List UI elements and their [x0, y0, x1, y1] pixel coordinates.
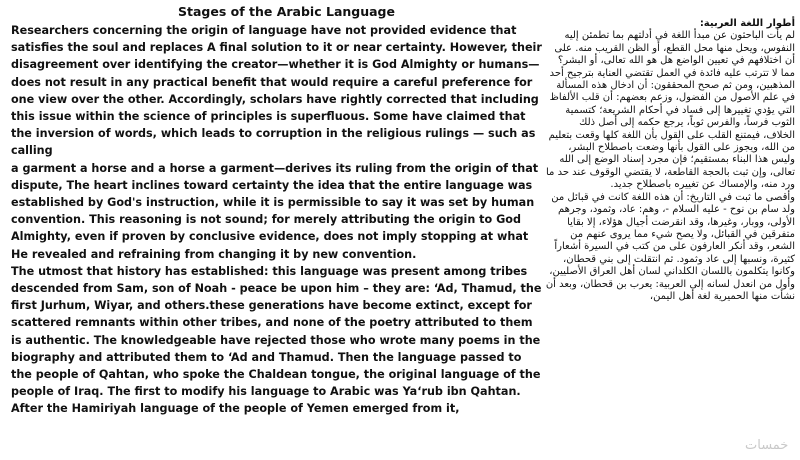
english-paragraph: The utmost that history has established: this language was present among tribes descended from Sam, son of Noah - peace be upon him – they are: ‘Ad, Thamud, the first Jurhum, Wiyar, and others.these generations have become extinct, except for scattered remnants within other tribes, and none of the poetry attributed to them is authentic. The knowledgeable have rejected those who wrote many poems in the biography and attributed them to ‘Ad and Thamud. Then the language passed to the people of Qahtan, who spoke the Chaldean tongue, the original language of the people of Iraq. The first to modify his language to Arabic was Ya‘rub ibn Qahtan. After the Hamiriyah language of the people of Yemen emerged from it,	[11, 264, 542, 416]
english-paragraph: Researchers concerning the origin of language have not provided evidence that satisfies the soul and replaces A final solution to it or near certainty. However, their disagreement over identifying the creator—whether it is God Almighty or humans—does not result in any practical benefit that would require a careful preference for one view over the other. Accordingly, scholars have rightly corrected that including this issue within the science of principles is superfluous. Some have claimed that the inversion of words, which leads to corruption in the religious rulings — such as calling	[11, 24, 542, 158]
page-title: Stages of the Arabic Language	[178, 4, 395, 19]
english-paragraph: a garment a horse and a horse a garment—derives its ruling from the origin of that dispute, The heart inclines toward certainty the idea that the entire language was established by God's instruction, while it is permissible to say it was set by human convention. This reasoning is not sound; for merely attributing the origin to God Almighty, even if proven by conclusive evidence, does not imply stopping at what He revealed and refraining from changing it by new convention.	[11, 161, 539, 261]
arabic-source-column	[545, 18, 795, 452]
arabic-paragraph: لم يأت الباحثون عن مبدأ اللغة في أدلتهم بما تطمئن إليه النفوس، ويحل منها محل القطع، أو الظن القريب منه. على أن اختلافهم في تعيين الواضع هل هو الله تعالى، أو البشر؟ مما لا تترتب عليه فائدة في العمل تقتضي العناية بترجيح أحد المذهبين، ومن ثم صحح المحققون: أن ادخال هذه المسألة في علم الأصول من الفضول، وزعم بعضهم: أن قلب الألفاظ التي يؤدي تغييرها إلى فساد في أحكام الشريعة؛ كتسمية الثوب فرساً، والفرس ثوباً، يرجع حكمه إلى أصل ذلك الخلاف، فيمتنع القلب على القول بأن اللغة كلها وقعت بتعليم من الله، ويجوز على القول بأنها وضعت باصطلاح البشر، وليس هذا البناء بمستقيم؛ فإن مجرد إسناد الوضع إلى الله تعالى، وإن ثبت بالحجة القاطعة، لا يقتضي الوقوف عند حد ما ورد منه، والإمساك عن تغييره باصطلاح جديد.	[545, 30, 795, 191]
arabic-paragraph: وأقصى ما ثبت في التاريخ: أن هذه اللغة كانت في قبائل من ولد سام بن نوح - عليه السلام -، وهم: عاد، وثمود، وجرهم الأولى، ووبار، وغيرها، وقد انقرضت أجيال هؤلاء، إلا بقايا متفرقين في القبائل، ولا يصح شيء مما يروى عنهم من الشعر، وقد أنكر العارفون على من كتب في السيرة أشعاراً كثيرة، ونسبها إلى عاد وثمود. ثم انتقلت إلى بني قحطان، وكانوا يتكلمون باللسان الكلداني لسان أهل العراق الأصليين، وأول من انعدل لسانه إلى العربية: يعرب بن قحطان، وبعد أن نشأت منها الحميرية لغة أهل اليمن،	[545, 191, 795, 302]
english-translation-column	[11, 22, 543, 452]
arabic-heading: أطوار اللغة العربية:	[699, 18, 795, 29]
watermark-logo: خمسات	[745, 438, 789, 453]
